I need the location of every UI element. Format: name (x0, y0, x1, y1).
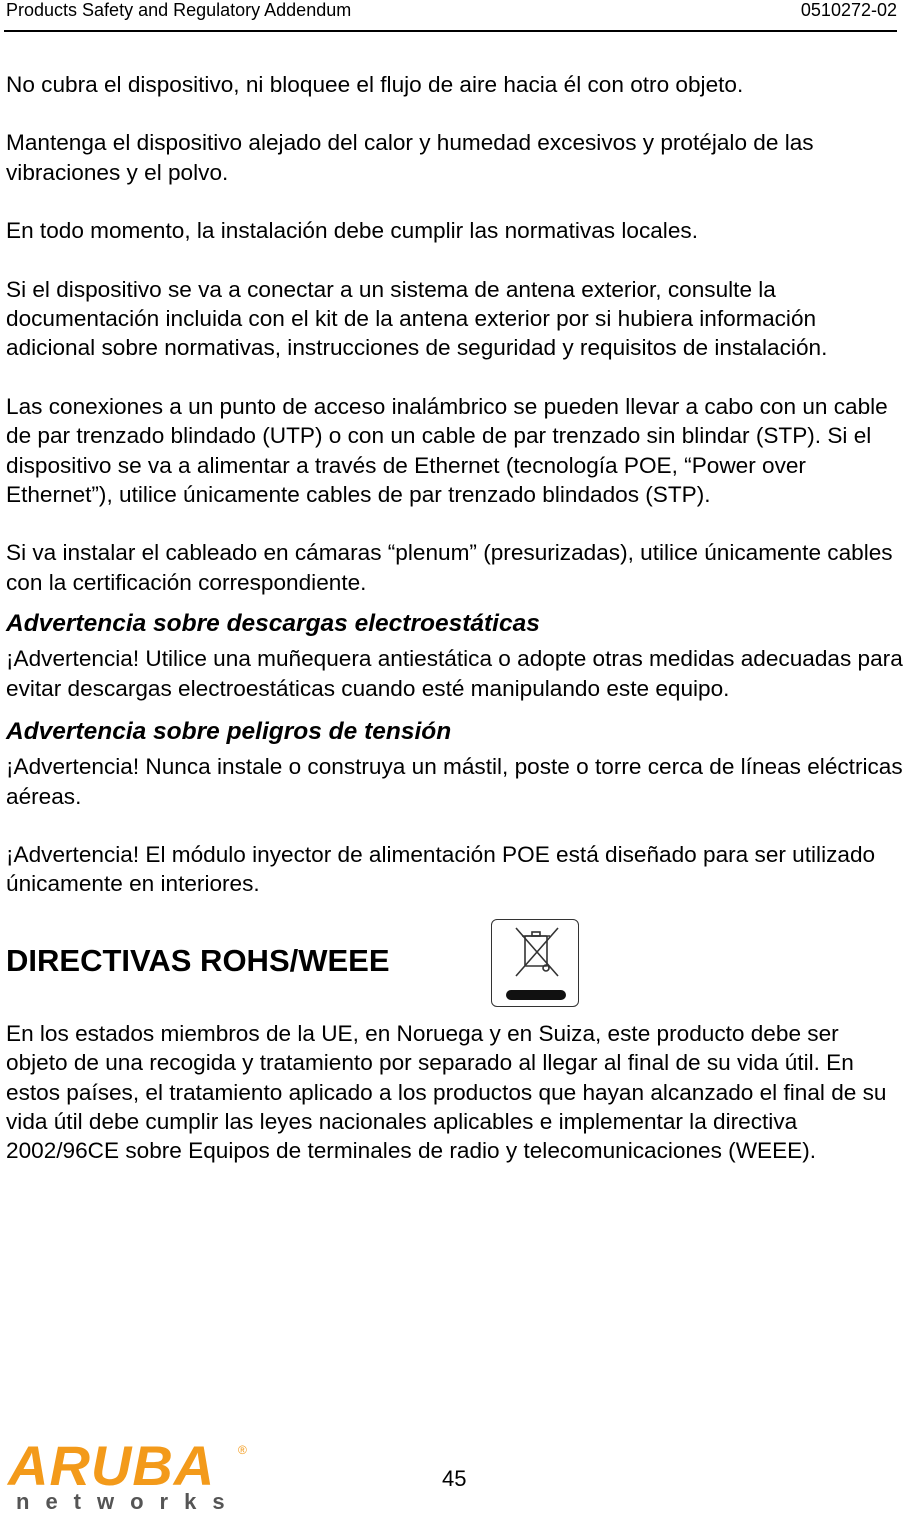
paragraph-airflow: No cubra el dispositivo, ni bloquee el flujo de aire hacia él con otro objeto. (6, 72, 744, 97)
page-content (6, 70, 906, 1195)
paragraph-local-regulations: En todo momento, la instalación debe cumplir las normativas locales. (6, 218, 698, 244)
document-number: 0510272-02 (800, 0, 897, 20)
esd-heading: Advertencia sobre descargas electroestáticas (6, 610, 540, 638)
weee-crossed-bin-icon (491, 919, 579, 1007)
rohs-text: En los estados miembros de la UE, en Noruega y en Suiza, este producto debe ser objeto de una recogida y tratamiento por separado al llegar al final de su vida útil. En estos países, el tratamiento aplicado a los productos que hayan alcanzado el final de su vida útil debe cumplir las leyes nacionales aplicables e implementar la directiva 2002/96CE sobre Equipos de terminales de radio y telecomunicaciones (WEEE). (6, 1020, 887, 1164)
rohs-heading: DIRECTIVAS ROHS/WEEE (6, 942, 390, 978)
registered-mark-icon: ® (238, 1443, 247, 1457)
aruba-networks-logo (6, 1434, 256, 1514)
voltage-warning-poe: ¡Advertencia! El módulo inyector de alimentación POE está diseñado para ser utilizado únicamente en interiores. (6, 841, 876, 897)
voltage-heading: Advertencia sobre peligros de tensión (6, 718, 452, 746)
page-header (4, 0, 897, 32)
rohs-weee-section-header (6, 899, 906, 1019)
page-number: 45 (442, 1466, 467, 1491)
document-title: Products Safety and Regulatory Addendum (6, 0, 352, 20)
logo-wordmark: ARUBA (8, 1434, 216, 1497)
paragraph-outdoor-antenna: Si el dispositivo se va a conectar a un sistema de antena exterior, consulte la documentación incluida con el kit de la antena exterior por si hubiera información adicional sobre normativas, instrucciones de seguridad y requisitos de instalación. (6, 276, 828, 361)
paragraph-heat-humidity: Mantenga el dispositivo alejado del calor y humedad excesivos y protéjalo de las vibraciones y el polvo. (6, 130, 814, 185)
voltage-warning-lines: ¡Advertencia! Nunca instale o construya un mástil, poste o torre cerca de líneas eléctricas aéreas. (6, 754, 903, 809)
paragraph-plenum: Si va instalar el cableado en cámaras “plenum” (presurizadas), utilice únicamente cables con la certificación correspondiente. (6, 540, 893, 595)
paragraph-cabling: Las conexiones a un punto de acceso inalámbrico se pueden llevar a cabo con un cable de par trenzado blindado (UTP) o con un cable de par trenzado sin blindar (STP). Si el dispositivo se va a alimentar a través de Ethernet (tecnología POE, “Power over Ethernet”), utilice únicamente cables de par trenzado blindados (STP). (6, 393, 888, 508)
logo-subtext: networks (16, 1489, 241, 1514)
esd-warning: ¡Advertencia! Utilice una muñequera antiestática o adopte otras medidas adecuadas para evitar descargas electroestáticas cuando esté manipulando este equipo. (6, 646, 903, 701)
